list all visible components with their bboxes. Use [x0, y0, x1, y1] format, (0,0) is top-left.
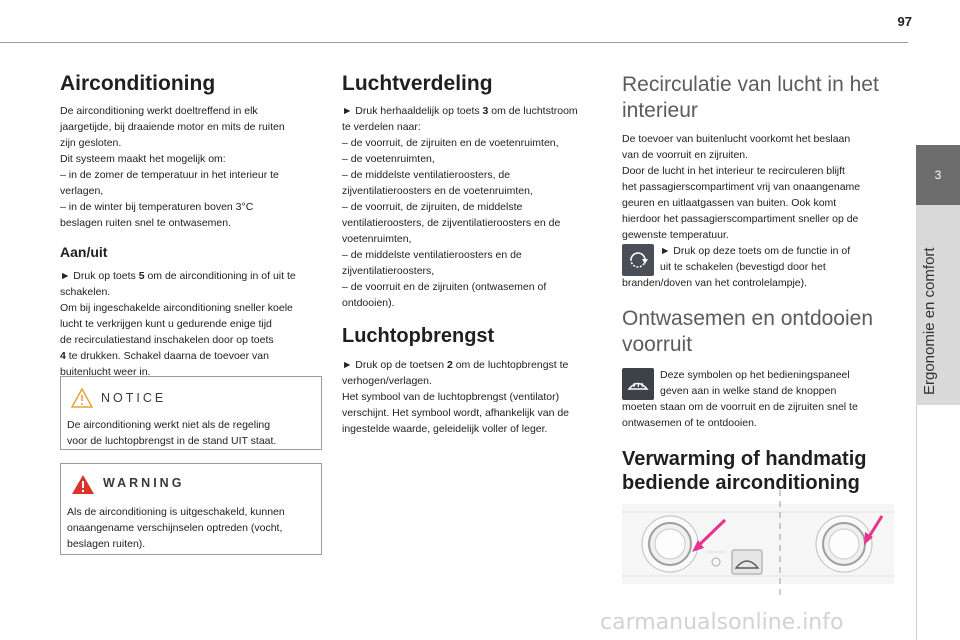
- text-line: de recirculatiestand inschakelen door op toets: [60, 334, 274, 346]
- left-control-knob: [642, 516, 698, 572]
- text-line: beslagen ruiten snel te ontwasemen.: [60, 217, 232, 229]
- text-line: van de voorruit en zijruiten.: [622, 149, 749, 161]
- text-line: lucht te verkrijgen kunt u gedurende enige tijd: [60, 318, 272, 330]
- text-line: zijventilatieroosters en de voetenruimten,: [342, 185, 533, 197]
- heading-luchtverdeling: Luchtverdeling: [342, 72, 493, 95]
- text-span: te drukken. Schakel daarna de toevoer van: [65, 350, 269, 362]
- text-line: – de voorruit, de zijruiten, de middelste: [342, 201, 523, 213]
- heading-ontwasemen: [622, 306, 892, 358]
- text-line: voor de luchtopbrengst in de stand UIT staat.: [67, 435, 277, 447]
- aircon-paragraph: [60, 103, 330, 231]
- heading-line: voorruit: [622, 333, 693, 356]
- text-line: ventilatieroosters, de zijventilatieroosters en de: [342, 217, 561, 229]
- heading-line: Ontwasemen en ontdooien: [622, 307, 874, 330]
- heading-luchtopbrengst: Luchtopbrengst: [342, 325, 495, 347]
- text-line: ► Druk op deze toets om de functie in of: [660, 245, 851, 257]
- text-line: voetenruimten,: [342, 233, 412, 245]
- text-line: – de voorruit, de zijruiten en de voetenruimten,: [342, 137, 559, 149]
- text-line: Deze symbolen op het bedieningspaneel: [660, 369, 850, 381]
- key-number: 5: [138, 270, 145, 282]
- chapter-title: Ergonomie en comfort: [921, 247, 938, 395]
- text-line: verlagen,: [60, 185, 104, 197]
- notice-box: [60, 376, 322, 450]
- text-span: ► Druk op de toetsen: [342, 359, 447, 371]
- heading-line: interieur: [622, 99, 698, 122]
- text-span: ► Druk op toets: [60, 270, 139, 282]
- warning-triangle-icon: [71, 474, 95, 495]
- text-span: om de luchtopbrengst te: [452, 359, 569, 371]
- heading-airconditioning: Airconditioning: [60, 72, 216, 95]
- text-line: verschijnt. Het symbool wordt, afhankelijk van de: [342, 407, 570, 419]
- opbrengst-paragraph: [342, 357, 607, 437]
- recirculation-instruction: [622, 243, 892, 275]
- text-line: uit te schakelen (bevestigd door het: [660, 261, 826, 273]
- recirculatie-paragraph: [622, 131, 892, 243]
- aan-uit-paragraph: [60, 268, 330, 380]
- text-line: verhogen/verlagen.: [342, 375, 432, 387]
- text-span: ► Druk herhaaldelijk op toets: [342, 105, 483, 117]
- text-line: Door de lucht in het interieur te recirculeren blijft: [622, 165, 845, 177]
- notice-triangle-icon: [71, 388, 93, 408]
- text-line: te verdelen naar:: [342, 121, 421, 133]
- text-line: Als de airconditioning is uitgeschakeld, kunnen: [67, 506, 285, 518]
- key-number: 2: [446, 359, 453, 371]
- key-number: 3: [482, 105, 489, 117]
- text-span: om de luchtstroom: [488, 105, 578, 117]
- text-line: geven aan in welke stand de knoppen: [660, 385, 837, 397]
- text-line: ingestelde waarde, geleidelijk voller of leger.: [342, 423, 548, 435]
- page-number: 97: [897, 14, 912, 29]
- recirculation-icon: [622, 244, 654, 276]
- text-line: – de middelste ventilatieroosters, de: [342, 169, 511, 181]
- text-line: branden/doven van het controlelampje).: [622, 277, 808, 289]
- notice-text: [67, 417, 276, 449]
- text-line: Om bij ingeschakelde airconditioning sneller koele: [60, 302, 293, 314]
- chapter-number-tab[interactable]: 3: [916, 145, 960, 205]
- text-line: – de voorruit en de zijruiten (ontwasemen of: [342, 281, 547, 293]
- verdeling-paragraph: [342, 103, 607, 311]
- notice-title: NOTICE: [101, 391, 167, 405]
- text-line: zijventilatieroosters,: [342, 265, 435, 277]
- heading-line: bediende airconditioning: [622, 472, 860, 494]
- text-line: De airconditioning werkt niet als de regeling: [67, 419, 271, 431]
- windscreen-defrost-icon: [622, 368, 654, 400]
- text-line: Het symbool van de luchtopbrengst (ventilator): [342, 391, 560, 403]
- heading-verwarming: [622, 447, 892, 495]
- warning-box: [60, 463, 322, 555]
- header-rule: [0, 42, 908, 43]
- text-line: [60, 268, 330, 284]
- column-3: [622, 72, 892, 495]
- column-2: [342, 72, 607, 437]
- heading-recirculatie: [622, 72, 892, 124]
- right-control-knob: [816, 516, 872, 572]
- text-line: onaangename verschijnselen optreden (vocht,: [67, 522, 283, 534]
- key-number: 4: [60, 350, 66, 362]
- warning-text: [67, 504, 285, 552]
- defrost-instruction: [622, 367, 892, 399]
- text-line: Dit systeem maakt het mogelijk om:: [60, 153, 226, 165]
- text-line: De airconditioning werkt doeltreffend in elk: [60, 105, 258, 117]
- heading-line: Recirculatie van lucht in het: [622, 73, 879, 96]
- text-line: geuren en uitlaatgassen van buiten. Ook komt: [622, 197, 837, 209]
- text-line: [342, 357, 607, 373]
- text-line: beslagen ruiten).: [67, 538, 146, 550]
- text-line: [60, 348, 330, 364]
- text-line: ontwasemen of te ontdooien.: [622, 417, 757, 429]
- climate-panel-illustration: [622, 490, 894, 598]
- text-line: zijn gesloten.: [60, 137, 122, 149]
- text-line: hierdoor het passagierscompartiment sneller op de: [622, 213, 859, 225]
- text-line: het passagierscompartiment vrij van onaangename: [622, 181, 861, 193]
- heading-aan-uit: Aan/uit: [60, 244, 108, 260]
- text-line: – in de zomer de temperatuur in het interieur te: [60, 169, 279, 181]
- footer-watermark: carmanualsonline.info: [600, 610, 844, 635]
- text-line: jaargetijde, bij draaiende motor en mits de ruiten: [60, 121, 285, 133]
- heading-line: Verwarming of handmatig: [622, 448, 867, 470]
- text-line: ontdooien).: [342, 297, 395, 309]
- text-line: moeten staan om de voorruit en de zijruiten snel te: [622, 401, 858, 413]
- column-1: [60, 72, 330, 550]
- text-line: gewenste temperatuur.: [622, 229, 729, 241]
- text-span: om de airconditioning in of uit te: [144, 270, 296, 282]
- text-line: – de voetenruimten,: [342, 153, 435, 165]
- text-line: schakelen.: [60, 286, 111, 298]
- text-line: buitenlucht weer in.: [60, 366, 151, 378]
- text-line: [342, 103, 607, 119]
- text-line: De toevoer van buitenlucht voorkomt het beslaan: [622, 133, 851, 145]
- text-line: – de middelste ventilatieroosters en de: [342, 249, 522, 261]
- text-line: – in de winter bij temperaturen boven 3°C: [60, 201, 254, 213]
- warning-title: WARNING: [103, 476, 185, 490]
